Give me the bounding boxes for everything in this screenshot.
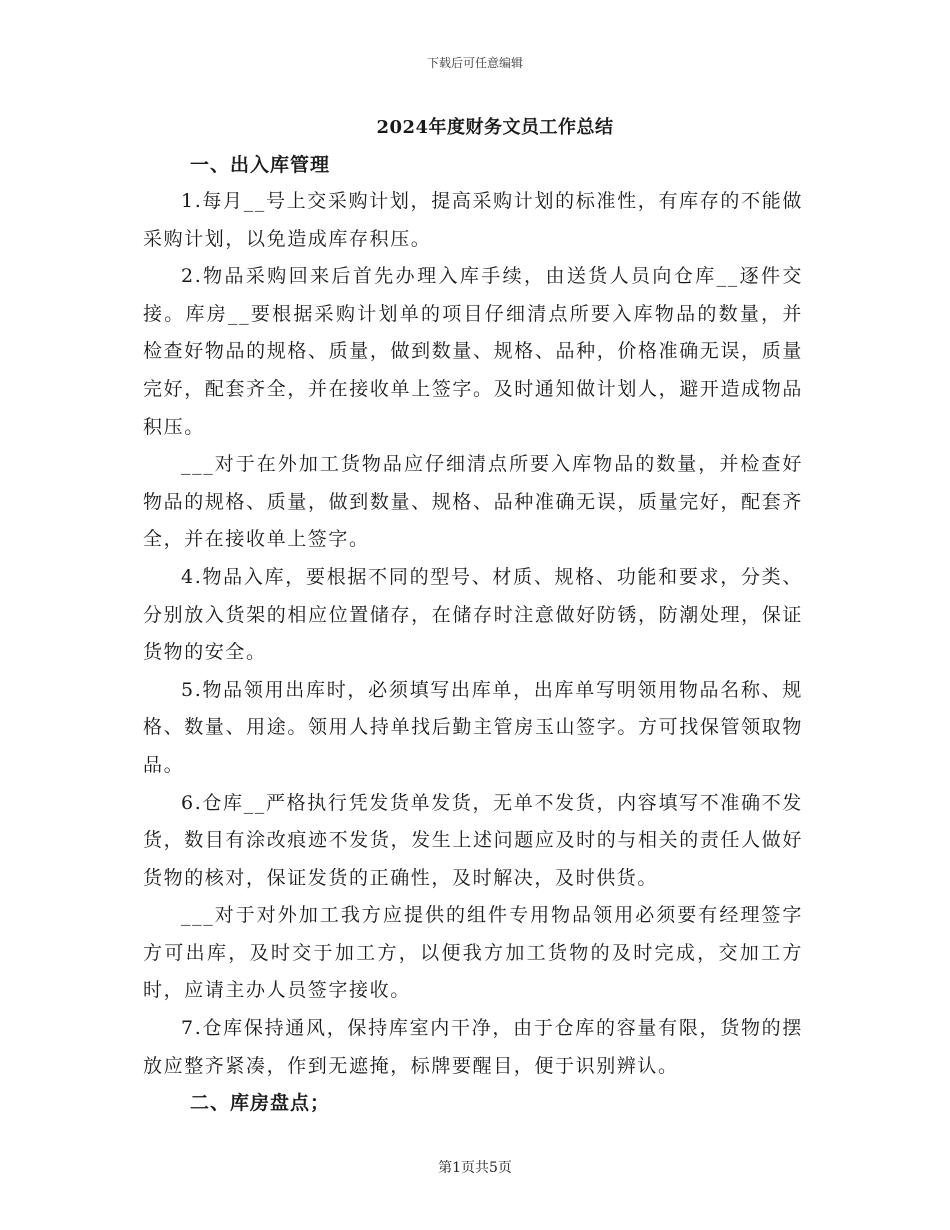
paragraph: ___对于对外加工我方应提供的组件专用物品领用必须要有经理签字方可出库，及时交于加工方，以便我方加工货物的及时完成，交加工方时，应请主办人员签字接收。 [143, 904, 803, 1002]
page-number: 第1页共5页 [438, 1160, 512, 1176]
paragraph: 4.物品入库，要根据不同的型号、材质、规格、功能和要求，分类、分别放入货架的相应位置储存，在储存时注意做好防锈，防潮处理，保证货物的安全。 [143, 565, 803, 664]
section-heading: 一、出入库管理 [190, 154, 331, 176]
paragraph: 5.物品领用出库时，必须填写出库单，出库单写明领用物品名称、规格、数量、用途。领用人持单找后勤主管房玉山签字。方可找保管领取物品。 [143, 678, 803, 776]
header-note: 下载后可任意编辑 [426, 56, 523, 70]
paragraph: 1.每月__号上交采购计划，提高采购计划的标准性，有库存的不能做采购计划，以免造成库存积压。 [143, 190, 803, 250]
paragraph: 6.仓库__严格执行凭发货单发货，无单不发货，内容填写不准确不发货，数目有涂改痕迹不发货，发生上述问题应及时的与相关的责任人做好货物的核对，保证发货的正确性，及时解决，及时供货。 [143, 791, 803, 889]
paragraph: 2.物品采购回来后首先办理入库手续，由送货人员向仓库__逐件交接。库房__要根据采购计划单的项目仔细清点所要入库物品的数量，并检查好物品的规格、质量，做到数量、规格、品种，价格准确无误，质量完好，配套齐全，并在接收单上签字。及时通知做计划人，避开造成物品积压。 [143, 265, 803, 438]
paragraph: 7.仓库保持通风，保持库室内干净，由于仓库的容量有限，货物的摆放应整齐紧凑，作到无遮掩，标牌要醒目，便于识别辨认。 [143, 1017, 803, 1077]
section-heading: 二、库房盘点； [190, 1092, 331, 1115]
paragraph: ___对于在外加工货物品应仔细清点所要入库物品的数量，并检查好物品的规格、质量，做到数量、规格、品种准确无误，质量完好，配套齐全，并在接收单上签字。 [143, 453, 803, 551]
document-title: 2024年度财务文员工作总结 [376, 117, 614, 138]
document-body [143, 147, 803, 1121]
